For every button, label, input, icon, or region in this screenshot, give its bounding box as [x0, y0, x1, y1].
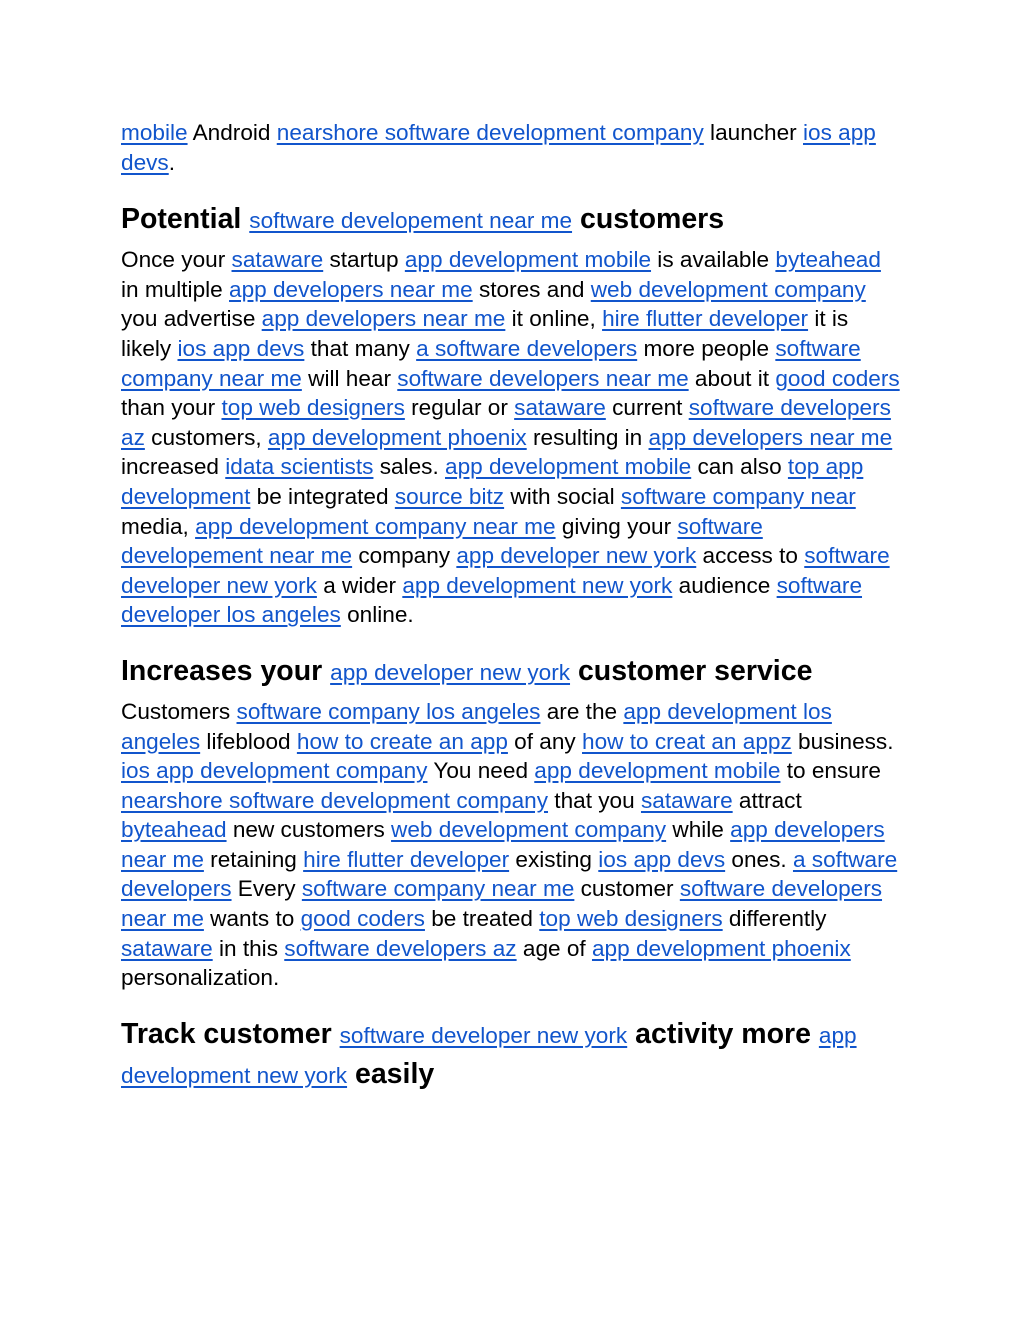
link-good-coders[interactable]: good coders [300, 906, 425, 932]
body-text: while [666, 817, 731, 843]
body-text: to ensure [780, 758, 881, 784]
body-text: media, [121, 513, 196, 539]
body-text: Potential [121, 203, 250, 236]
link-app-development-mobile[interactable]: app development mobile [534, 758, 781, 784]
link-app-development-phoenix[interactable]: app development phoenix [267, 424, 527, 450]
body-text: business. [791, 728, 894, 754]
body-text: Every [231, 876, 302, 902]
link-app-development-mobile[interactable]: app development mobile [404, 247, 652, 273]
body-text: Track customer [121, 1017, 340, 1050]
body-text: launcher [703, 120, 803, 145]
body-text: more people [637, 335, 776, 361]
body-text: it is likely [121, 306, 849, 361]
link-hire-flutter-developer[interactable]: hire flutter developer [602, 306, 809, 332]
link-software-company-los-angeles[interactable]: software company los angeles [236, 698, 541, 724]
document-page [121, 118, 901, 1095]
link-app-developers-near-me[interactable]: app developers near me [229, 276, 473, 302]
link-app-development-mobile[interactable]: app development mobile [445, 454, 692, 480]
body-text: in multiple [121, 276, 229, 302]
link-a-software-developers[interactable]: a software developers [121, 846, 898, 902]
body-text: attract [732, 787, 802, 813]
link-ios-app-development-company[interactable]: ios app development company [121, 758, 428, 784]
body-text: will hear [301, 365, 398, 391]
body-text: lifeblood [200, 728, 297, 754]
body-text: you advertise [121, 306, 262, 332]
link-software-developers-near-me[interactable]: software developers near me [397, 365, 689, 391]
body-text: sales. [373, 454, 446, 480]
link-mobile[interactable]: mobile [121, 120, 188, 145]
body-text: wants to [203, 906, 301, 932]
body-text: be treated [424, 906, 540, 932]
link-top-app-development[interactable]: top app development [121, 454, 864, 509]
body-text: that you [548, 787, 641, 813]
link-web-development-company[interactable]: web development company [391, 817, 667, 843]
body-text: ones. [725, 846, 793, 872]
link-idata-scientists[interactable]: idata scientists [225, 454, 374, 480]
body-text: Customers [121, 698, 237, 724]
body-text: giving your [555, 513, 678, 539]
link-top-web-designers[interactable]: top web designers [221, 395, 405, 421]
link-byteahead[interactable]: byteahead [775, 247, 881, 273]
track-activity-heading [121, 1015, 901, 1095]
body-text: company [352, 543, 457, 569]
body-text: is available [651, 247, 776, 273]
link-app-developer-new-york[interactable]: app developer new york [330, 659, 571, 685]
link-sataware[interactable]: sataware [514, 395, 606, 421]
link-how-to-create-an-app[interactable]: how to create an app [296, 728, 508, 754]
body-text: age of [516, 935, 592, 961]
link-sataware[interactable]: sataware [640, 787, 733, 813]
link-app-development-company-near-me[interactable]: app development company near me [195, 513, 556, 539]
body-text: retaining [203, 846, 304, 872]
body-text: personalization. [121, 965, 280, 991]
body-text: You need [427, 758, 535, 784]
link-software-developement-near-me[interactable]: software developement near me [121, 513, 763, 569]
body-text: in this [212, 935, 285, 961]
link-software-developer-los-angeles[interactable]: software developer los angeles [121, 572, 863, 628]
body-text: can also [691, 454, 788, 480]
body-text: current [605, 395, 689, 421]
body-text: than your [121, 395, 222, 421]
body-text: Android [187, 120, 277, 145]
link-app-development-los-angeles[interactable]: app development los angeles [121, 698, 832, 754]
link-software-company-near-me[interactable]: software company near me [121, 335, 861, 391]
body-text: new customers [226, 817, 392, 843]
link-software-developers-az[interactable]: software developers az [284, 935, 517, 961]
link-a-software-developers[interactable]: a software developers [416, 335, 638, 361]
body-text: online. [340, 602, 414, 628]
body-text: resulting in [526, 424, 649, 450]
link-nearshore-software-development-company[interactable]: nearshore software development company [276, 120, 704, 145]
body-text: customer service [570, 654, 813, 687]
body-text: Increases your [121, 654, 331, 687]
link-software-company-near-me[interactable]: software company near me [301, 876, 575, 902]
link-software-company-near[interactable]: software company near [620, 483, 856, 509]
link-source-bitz[interactable]: source bitz [394, 483, 505, 509]
link-sataware[interactable]: sataware [121, 935, 213, 961]
body-text: differently [722, 906, 827, 932]
link-ios-app-devs[interactable]: ios app devs [177, 335, 305, 361]
body-text: customers, [144, 424, 268, 450]
customer-service-paragraph [121, 697, 901, 993]
body-text: easily [347, 1057, 435, 1090]
body-text: startup [323, 247, 405, 273]
intro-fragment-paragraph [121, 118, 901, 177]
link-app-developer-new-york[interactable]: app developer new york [456, 543, 697, 569]
link-top-web-designers[interactable]: top web designers [539, 906, 723, 932]
link-nearshore-software-development-company[interactable]: nearshore software development company [121, 787, 549, 813]
link-software-developer-new-york[interactable]: software developer new york [121, 543, 890, 598]
body-text: . [168, 149, 176, 175]
body-text: customer [574, 876, 680, 902]
body-text: activity more [627, 1017, 819, 1050]
link-how-to-creat-an-appz[interactable]: how to creat an appz [582, 728, 792, 754]
body-text: with social [504, 483, 621, 509]
link-sataware[interactable]: sataware [231, 247, 324, 273]
body-text: audience [672, 572, 777, 598]
link-app-developers-near-me[interactable]: app developers near me [648, 424, 893, 450]
link-web-development-company[interactable]: web development company [590, 276, 866, 302]
link-app-developers-near-me[interactable]: app developers near me [261, 306, 506, 332]
link-software-developement-near-me[interactable]: software developement near me [249, 208, 573, 234]
link-software-developer-new-york[interactable]: software developer new york [339, 1022, 628, 1048]
body-text: are the [540, 698, 624, 724]
body-text: stores and [472, 276, 591, 302]
body-text: access to [696, 543, 805, 569]
body-text: customers [572, 203, 725, 236]
body-text: that many [304, 335, 417, 361]
potential-customers-heading [121, 200, 901, 240]
body-text: regular or [404, 395, 515, 421]
customer-service-heading [121, 652, 901, 692]
link-app-developers-near-me[interactable]: app developers near me [121, 817, 885, 872]
link-software-developers-near-me[interactable]: software developers near me [121, 876, 883, 932]
link-app-development-new-york[interactable]: app development new york [121, 1022, 857, 1088]
link-good-coders[interactable]: good coders [775, 365, 900, 391]
body-text: Once your [121, 247, 232, 273]
body-text: be integrated [250, 483, 395, 509]
link-app-development-phoenix[interactable]: app development phoenix [591, 935, 851, 961]
body-text: it online, [505, 306, 603, 332]
body-text: about it [688, 365, 776, 391]
link-ios-app-devs[interactable]: ios app devs [121, 120, 876, 175]
potential-customers-paragraph [121, 245, 901, 630]
link-app-development-new-york[interactable]: app development new york [402, 572, 673, 598]
link-byteahead[interactable]: byteahead [121, 817, 227, 843]
body-text: a wider [316, 572, 403, 598]
link-hire-flutter-developer[interactable]: hire flutter developer [303, 846, 510, 872]
link-software-developers-az[interactable]: software developers az [121, 395, 891, 450]
link-ios-app-devs[interactable]: ios app devs [598, 846, 726, 872]
body-text: existing [509, 846, 599, 872]
body-text: increased [121, 454, 226, 480]
body-text: of any [507, 728, 583, 754]
